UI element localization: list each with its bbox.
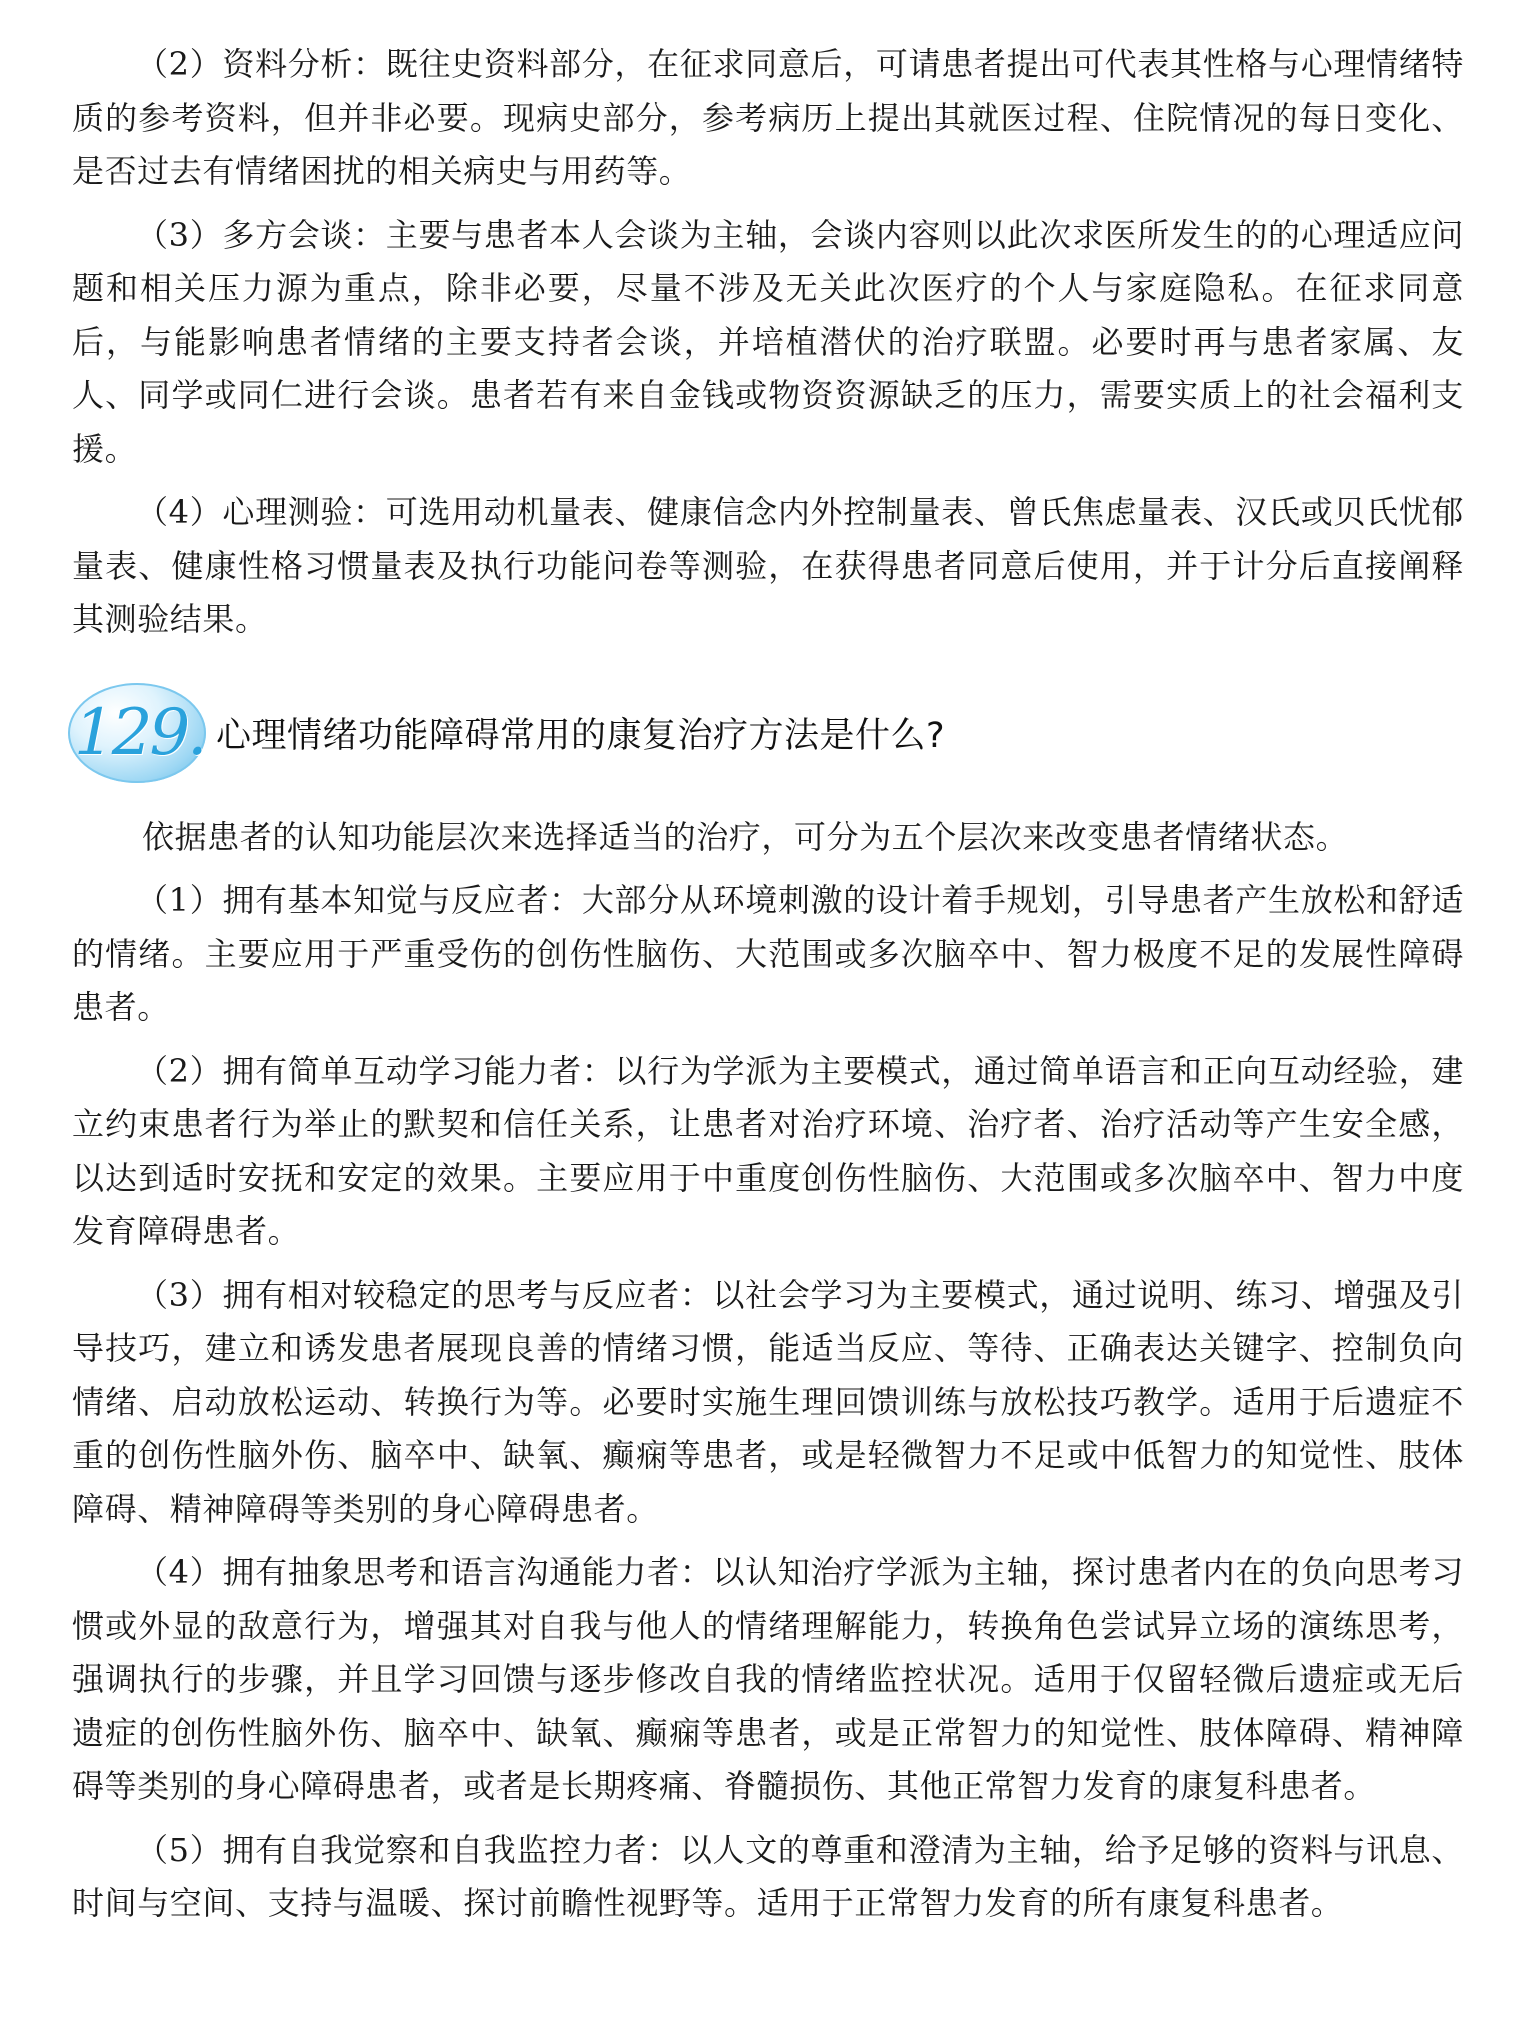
section-number: 129. (74, 695, 205, 770)
paragraph-level-4: （4）拥有抽象思考和语言沟通能力者：以认知治疗学派为主轴，探讨患者内在的负向思考习惯或外显的敌意行为，增强其对自我与他人的情绪理解能力，转换角色尝试异立场的演练思考，强调执行的步骤，并且学习回馈与逐步修改自我的情绪监控状况。适用于仅留轻微后遗症或无后遗症的创伤性脑外伤、脑卒中、缺氧、癫痫等患者，或是正常智力的知觉性、肢体障碍、精神障碍等类别的身心障碍患者，或者是长期疼痛、脊髓损伤、其他正常智力发育的康复科患者。 (72, 1553, 1464, 1805)
paragraph-multi-interview: （3）多方会谈：主要与患者本人会谈为主轴，会谈内容则以此次求医所发生的的心理适应问题和相关压力源为重点，除非必要，尽量不涉及无关此次医疗的个人与家庭隐私。在征求同意后，与能影响患者情绪的主要支持者会谈，并培植潜伏的治疗联盟。必要时再与患者家属、友人、同学或同仁进行会谈。患者若有来自金钱或物资资源缺乏的压力，需要实质上的社会福利支援。 (72, 215, 1464, 468)
intro-paragraph: 依据患者的认知功能层次来选择适当的治疗，可分为五个层次来改变患者情绪状态。 (142, 817, 1349, 856)
paragraph-level-2: （2）拥有简单互动学习能力者：以行为学派为主要模式，通过简单语言和正向互动经验，建立约束患者行为举止的默契和信任关系，让患者对治疗环境、治疗者、治疗活动等产生安全感，以达到适时安抚和安定的效果。主要应用于中重度创伤性脑伤、大范围或多次脑卒中、智力中度发育障碍患者。 (72, 1051, 1464, 1250)
paragraph-level-5: （5）拥有自我觉察和自我监控力者：以人文的尊重和澄清为主轴，给予足够的资料与讯息、时间与空间、支持与温暖、探讨前瞻性视野等。适用于正常智力发育的所有康复科患者。 (72, 1830, 1464, 1922)
section-heading (66, 673, 1464, 793)
paragraph-level-1: （1）拥有基本知觉与反应者：大部分从环境刺激的设计着手规划，引导患者产生放松和舒适的情绪。主要应用于严重受伤的创伤性脑伤、大范围或多次脑卒中、智力极度不足的发展性障碍患者。 (72, 881, 1464, 1026)
section-number-badge (66, 683, 216, 783)
paragraph-level-3: （3）拥有相对较稳定的思考与反应者：以社会学习为主要模式，通过说明、练习、增强及引导技巧，建立和诱发患者展现良善的情绪习惯，能适当反应、等待、正确表达关键字、控制负向情绪、启动放松运动、转换行为等。必要时实施生理回馈训练与放松技巧教学。适用于后遗症不重的创伤性脑外伤、脑卒中、缺氧、癫痫等患者，或是轻微智力不足或中低智力的知觉性、肢体障碍、精神障碍等类别的身心障碍患者。 (72, 1275, 1464, 1528)
section-title: 心理情绪功能障碍常用的康复治疗方法是什么? (216, 715, 946, 756)
paragraph-psych-test: （4）心理测验：可选用动机量表、健康信念内外控制量表、曾氏焦虑量表、汉氏或贝氏忧郁量表、健康性格习惯量表及执行功能问卷等测验，在获得患者同意后使用，并于计分后直接阐释其测验结果。 (72, 493, 1464, 638)
page-content (72, 38, 1464, 1941)
paragraph-data-analysis: （2）资料分析：既往史资料部分，在征求同意后，可请患者提出可代表其性格与心理情绪特质的参考资料，但并非必要。现病史部分，参考病历上提出其就医过程、住院情况的每日变化、是否过去有情绪困扰的相关病史与用药等。 (72, 45, 1464, 190)
